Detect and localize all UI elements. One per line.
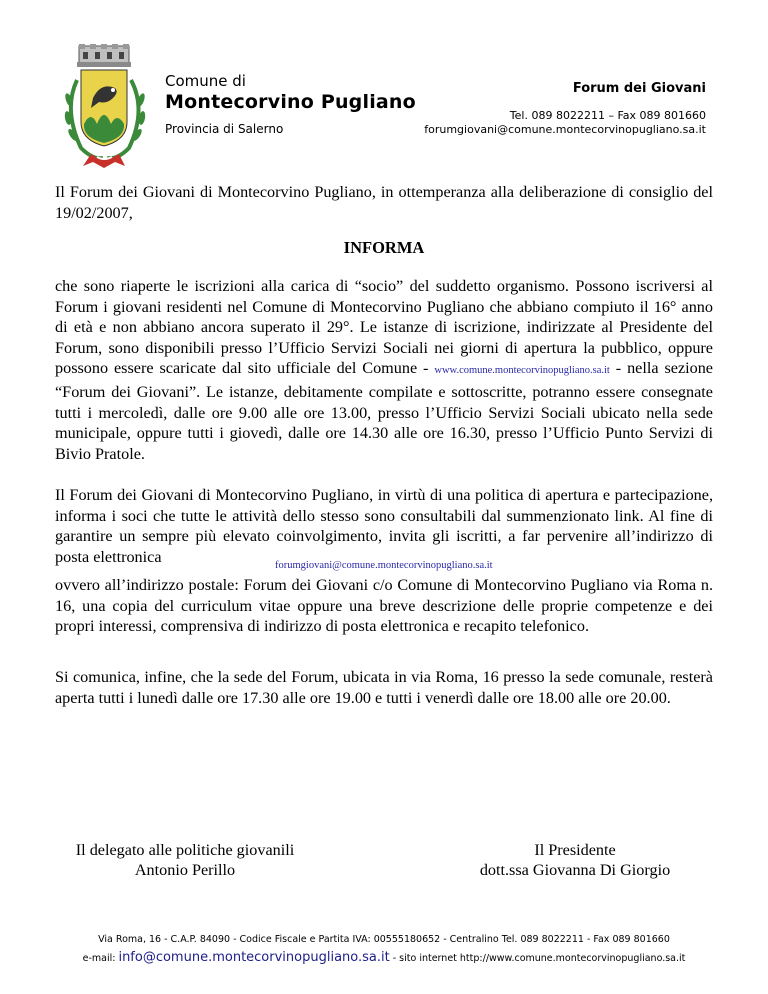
delegate-name: Antonio Perillo	[134, 861, 236, 879]
intro-paragraph: Il Forum dei Giovani di Montecorvino Pugliano, in ottemperanza alla deliberazione di consiglio del 19/02/2007,	[55, 183, 713, 222]
header-municipality-block	[165, 72, 416, 138]
header-forum-block	[424, 79, 706, 137]
municipal-crest-icon	[55, 40, 155, 170]
footer-email-label: e-mail:	[82, 953, 119, 964]
president-name: dott.ssa Giovanna Di Giorgio	[479, 861, 671, 879]
website-link[interactable]: www.comune.montecorvinopugliano.sa.it	[434, 365, 610, 377]
signature-delegate	[55, 840, 315, 880]
delegate-role: Il delegato alle politiche giovanili	[75, 841, 295, 859]
forum-email-link[interactable]: forumgiovani@comune.montecorvinopugliano.sa.it	[275, 560, 493, 571]
comune-di-label: Comune di	[165, 72, 246, 90]
forum-title: Forum dei Giovani	[572, 81, 706, 96]
paragraph-opening-hours: Si comunica, infine, che la sede del Forum, ubicata in via Roma, 16 presso la sede comunale, resterà aperta tutti i lunedì dalle ore 17.30 alle ore 19.00 e tutti i venerdì dalle ore 18.00 alle ore 20.00.	[55, 668, 713, 707]
footer-contacts-line	[0, 950, 768, 965]
paragraph-registration	[55, 276, 713, 464]
paragraph-registration-text-1: che sono riaperte le iscrizioni alla carica di “socio” del suddetto organismo. Possono iscriversi al Forum i giovani residenti nel Comune di Montecorvino Pugliano che abbiano compiuto il 16° anno di età e non abbiano ancora superato il 29°. Le istanze di iscrizione, indirizzate al Presidente del Forum, sono disponibili presso l’Ufficio Servizi Sociali nei giorni di apertura la pubblico, oppure possono essere scaricate dal sito ufficiale del Comune -	[55, 277, 713, 378]
signature-president	[440, 840, 710, 880]
president-role: Il Presidente	[534, 841, 616, 859]
crown-icon	[77, 44, 131, 67]
paragraph-postal-address: ovvero all’indirizzo postale: Forum dei Giovani c/o Comune di Montecorvino Pugliano via Roma n. 16, una copia del curriculum vitae oppure una breve descrizione delle proprie competenze e dei propri interessi, comprensiva di indirizzo di posta elettronica e recapito telefonico.	[55, 576, 713, 636]
province-label: Provincia di Salerno	[165, 122, 284, 136]
forum-email: forumgiovani@comune.montecorvinopugliano.sa.it	[424, 123, 706, 136]
informa-heading: INFORMA	[343, 238, 425, 257]
paragraph-participation: Il Forum dei Giovani di Montecorvino Pugliano, in virtù di una politica di apertura e partecipazione, informa i soci che tutte le attività dello stesso sono consultabili dal summenzionato link. Al fine di garantire un sempre più elevato coinvolgimento, invita gli iscritti, a far pervenire all’indirizzo di posta elettronica	[55, 486, 713, 566]
footer-email-link[interactable]: info@comune.montecorvinopugliano.sa.it	[118, 950, 390, 965]
footer-website[interactable]: - sito internet http://www.comune.montecorvinopugliano.sa.it	[389, 953, 686, 964]
footer-address-line: Via Roma, 16 - C.A.P. 84090 - Codice Fiscale e Partita IVA: 00555180652 - Centralino Tel. 089 8022211 - Fax 089 801660	[98, 934, 670, 945]
municipality-name: Montecorvino Pugliano	[165, 91, 416, 113]
phone-fax: Tel. 089 8022211 – Fax 089 801660	[509, 109, 706, 122]
paragraph-registration-text-2: - nella sezione “Forum dei Giovani”. Le istanze, debitamente compilate e sottoscritte, potranno essere consegnate tutti i mercoledì, dalle ore 9.00 alle ore 13.00, presso l’Ufficio Servizi Sociali ubicato nella sede municipale, oppure tutti i giovedì, dalle ore 14.30 alle ore 16.30, presso l’Ufficio Punto Servizi di Bivio Pratole.	[55, 359, 713, 463]
